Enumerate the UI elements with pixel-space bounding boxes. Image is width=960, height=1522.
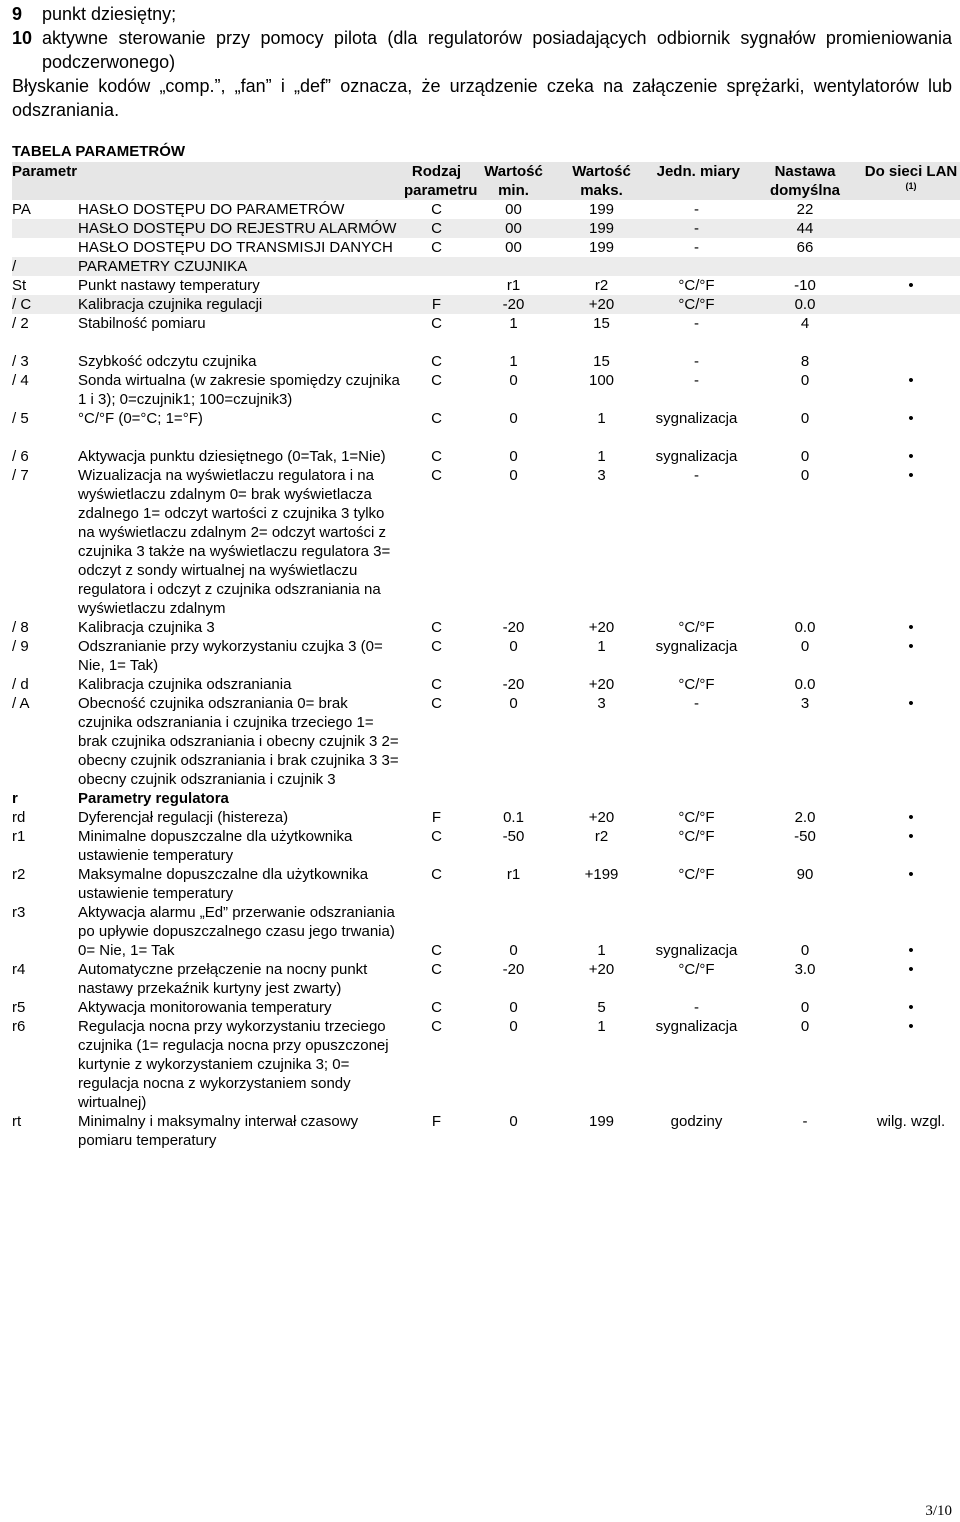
param-description: Szybkość odczytu czujnika <box>78 353 257 370</box>
table-row <box>12 447 960 466</box>
param-code: / d <box>12 676 29 693</box>
param-max <box>558 257 645 276</box>
param-lan: • <box>908 961 914 978</box>
param-default: 66 <box>796 239 814 256</box>
param-max: 199 <box>588 239 615 256</box>
param-min: 0 <box>509 448 518 465</box>
header-lan-footnote: (1) <box>905 181 917 191</box>
param-min: 1 <box>509 353 518 370</box>
param-default: 0 <box>800 999 810 1016</box>
param-description: °C/°F (0=°C; 1=°F) <box>78 410 203 427</box>
param-description: Stabilność pomiaru <box>78 315 206 332</box>
param-default <box>748 257 862 276</box>
param-max: 1 <box>597 448 606 465</box>
param-min: 00 <box>505 220 522 237</box>
param-unit: - <box>694 201 699 218</box>
param-type: C <box>431 201 442 218</box>
param-default <box>748 789 862 808</box>
param-unit: °C/°F <box>678 676 715 693</box>
header-description <box>78 162 404 200</box>
param-unit: - <box>694 372 699 389</box>
param-description: Kalibracja czujnika regulacji <box>78 296 263 313</box>
param-unit: °C/°F <box>678 277 715 294</box>
header-unit: Jedn. miary <box>656 163 740 180</box>
param-code: / A <box>12 695 30 712</box>
param-unit: - <box>694 315 699 332</box>
param-default: 90 <box>796 866 814 883</box>
param-min: 0 <box>509 1018 518 1035</box>
param-unit: sygnalizacja <box>655 942 738 959</box>
param-default: 0 <box>800 372 810 389</box>
param-lan: • <box>908 809 914 826</box>
param-lan <box>862 675 960 694</box>
param-code: / 6 <box>12 448 29 465</box>
item-number: 10 <box>12 28 33 48</box>
param-min: 1 <box>509 315 518 332</box>
table-row <box>12 789 960 808</box>
table-row <box>12 352 960 371</box>
param-code: rd <box>12 809 26 826</box>
param-lan: • <box>908 277 914 294</box>
param-default: -50 <box>794 828 816 845</box>
param-code: / 9 <box>12 638 29 655</box>
param-type: C <box>431 410 442 427</box>
param-unit: °C/°F <box>678 828 715 845</box>
table-row <box>12 998 960 1017</box>
param-lan <box>862 238 960 257</box>
param-default: 0 <box>800 942 810 959</box>
param-code: / 3 <box>12 353 29 370</box>
param-unit: °C/°F <box>678 866 715 883</box>
param-description: 0= Nie, 1= Tak <box>78 942 175 959</box>
param-lan: • <box>908 999 914 1016</box>
param-max: 1 <box>597 942 606 959</box>
table-row <box>12 827 960 865</box>
param-code: r1 <box>12 828 26 845</box>
param-default: 0 <box>800 467 810 484</box>
param-unit: sygnalizacja <box>655 1018 738 1035</box>
param-code: / 2 <box>12 315 29 332</box>
table-row <box>12 276 960 295</box>
param-lan: • <box>908 372 914 389</box>
param-lan: • <box>908 467 914 484</box>
param-code: / 7 <box>12 467 29 484</box>
param-code: rt <box>12 1113 22 1130</box>
param-unit: sygnalizacja <box>655 638 738 655</box>
param-type: C <box>431 999 442 1016</box>
param-code: / 8 <box>12 619 29 636</box>
table-row <box>12 637 960 675</box>
table-row <box>12 219 960 238</box>
table-row <box>12 295 960 314</box>
param-code: r2 <box>12 866 26 883</box>
param-lan <box>862 314 960 333</box>
param-min: 0 <box>509 1113 518 1130</box>
param-unit: - <box>694 220 699 237</box>
param-code: St <box>12 277 27 294</box>
param-type: C <box>431 467 442 484</box>
param-unit: - <box>694 239 699 256</box>
item-text: punkt dziesiętny; <box>42 4 177 24</box>
param-max <box>558 903 645 941</box>
param-code: / 4 <box>12 372 29 389</box>
header-max: Wartość maks. <box>572 163 631 199</box>
header-min: Wartość min. <box>484 163 543 199</box>
param-lan: • <box>908 410 914 427</box>
param-type <box>404 257 469 276</box>
param-default: 0 <box>800 410 810 427</box>
param-default: 0 <box>800 1018 810 1035</box>
param-min: 0 <box>509 942 518 959</box>
param-unit: - <box>694 695 699 712</box>
param-code: / C <box>12 296 32 313</box>
param-description: Minimalne dopuszczalne dla użytkownika ustawienie temperatury <box>78 828 353 864</box>
param-code: / 5 <box>12 410 29 427</box>
table-row <box>12 903 960 941</box>
param-type: F <box>431 809 442 826</box>
param-default: 4 <box>800 315 810 332</box>
param-unit: - <box>694 467 699 484</box>
intro-text <box>12 2 952 122</box>
param-min: 0 <box>509 638 518 655</box>
item-text: aktywne sterowanie przy pomocy pilota (dla regulatorów posiadających odbiornik sygnałów promieniowania podczerwonego) <box>42 28 952 72</box>
param-lan: • <box>908 448 914 465</box>
param-type: C <box>431 695 442 712</box>
param-code: r3 <box>12 904 26 921</box>
param-code <box>12 219 78 238</box>
param-default: 44 <box>796 220 814 237</box>
param-description: Kalibracja czujnika 3 <box>78 619 215 636</box>
param-description: Obecność czujnika odszraniania 0= brak czujnika odszraniania i czujnika trzeciego 1= brak czujnika odszraniania i obecny czujnik 3 2= obecny czujnik odszraniania i brak czujnika 3 3= obecny czujnik odszraniania i czujnik 3 <box>78 695 399 788</box>
param-type: C <box>431 866 442 883</box>
table-row <box>12 1112 960 1150</box>
intro-item-9 <box>12 2 952 26</box>
param-max: +199 <box>584 866 619 883</box>
param-lan: • <box>908 695 914 712</box>
param-default: 0 <box>800 638 810 655</box>
param-unit <box>645 789 748 808</box>
param-min: 00 <box>505 201 522 218</box>
param-default: 0.0 <box>794 296 816 313</box>
param-description: Minimalny i maksymalny interwał czasowy pomiaru temperatury <box>78 1113 359 1149</box>
param-code: r <box>12 790 18 807</box>
param-min <box>469 789 558 808</box>
table-row <box>12 960 960 998</box>
param-description: HASŁO DOSTĘPU DO PARAMETRÓW <box>78 201 345 218</box>
table-row <box>12 314 960 333</box>
param-min: -20 <box>502 961 525 978</box>
param-min <box>469 903 558 941</box>
param-min: -20 <box>502 296 525 313</box>
param-type: C <box>431 448 442 465</box>
param-default: 3 <box>800 695 810 712</box>
param-unit: °C/°F <box>678 961 715 978</box>
param-code: / <box>12 258 17 275</box>
param-code <box>12 941 78 960</box>
param-description: Automatyczne przełączenie na nocny punkt nastawy przekaźnik kurtyny jest zwarty) <box>78 961 368 997</box>
param-type: C <box>431 619 442 636</box>
header-type: Rodzaj parametru <box>404 163 478 199</box>
param-description: Odszranianie przy wykorzystaniu czujka 3 (0= Nie, 1= Tak) <box>78 638 383 674</box>
param-max: 3 <box>597 467 606 484</box>
param-min <box>469 257 558 276</box>
param-max: +20 <box>588 809 615 826</box>
param-max: 15 <box>593 353 610 370</box>
param-max: r2 <box>594 828 609 845</box>
table-header <box>12 162 960 200</box>
header-default: Nastawa domyślna <box>769 163 841 199</box>
table-row <box>12 371 960 409</box>
param-min: -20 <box>502 676 525 693</box>
param-type: C <box>431 239 442 256</box>
table-row <box>12 466 960 618</box>
param-description: Sonda wirtualna (w zakresie spomiędzy czujnika 1 i 3); 0=czujnik1; 100=czujnik3) <box>78 372 400 408</box>
table-row <box>12 1017 960 1112</box>
param-max: 1 <box>597 410 606 427</box>
param-min: -50 <box>502 828 525 845</box>
param-type: C <box>431 676 442 693</box>
param-lan: • <box>908 619 914 636</box>
param-max: +20 <box>588 961 615 978</box>
param-default: 0.0 <box>794 619 816 636</box>
param-min: 0 <box>509 372 518 389</box>
param-type: F <box>431 1113 442 1130</box>
param-description: Regulacja nocna przy wykorzystaniu trzeciego czujnika (1= regulacja nocna przy opuszczonej kurtynie z wykorzystaniem czujnika 3; 0= regulacja nocna z wykorzystaniem sondy wirtualnej) <box>78 1018 389 1111</box>
param-max: 199 <box>588 1113 615 1130</box>
param-description: Aktywacja alarmu „Ed” przerwanie odszraniania po upływie dopuszczalnego czasu jego trwania) <box>78 904 395 940</box>
table-row <box>12 238 960 257</box>
table-row <box>12 257 960 276</box>
row-spacer <box>12 428 960 447</box>
param-lan: wilg. wzgl. <box>876 1113 946 1130</box>
param-description: HASŁO DOSTĘPU DO REJESTRU ALARMÓW <box>78 220 397 237</box>
param-unit <box>645 257 748 276</box>
table-row <box>12 618 960 637</box>
param-description: Dyferencjał regulacji (histereza) <box>78 809 289 826</box>
param-lan <box>862 789 960 808</box>
param-lan: • <box>908 1018 914 1035</box>
param-default: 8 <box>800 353 810 370</box>
header-param: Parametr <box>12 163 78 180</box>
param-min: r1 <box>506 277 521 294</box>
param-lan: • <box>908 638 914 655</box>
param-type: C <box>431 638 442 655</box>
param-unit: godziny <box>670 1113 723 1130</box>
param-lan: • <box>908 828 914 845</box>
param-type: C <box>431 372 442 389</box>
param-min: 0.1 <box>503 809 524 826</box>
param-default: 22 <box>796 201 814 218</box>
table-row <box>12 409 960 428</box>
header-lan-label: Do sieci LAN <box>864 163 958 180</box>
param-lan: • <box>908 942 914 959</box>
param-type <box>404 789 469 808</box>
param-max: 100 <box>588 372 615 389</box>
param-default: 0 <box>800 448 810 465</box>
param-min: 00 <box>505 239 522 256</box>
param-code: r6 <box>12 1018 26 1035</box>
param-max: 3 <box>597 695 606 712</box>
param-unit: - <box>694 353 699 370</box>
param-min: 0 <box>509 695 518 712</box>
param-type: C <box>431 315 442 332</box>
param-min: -20 <box>502 619 525 636</box>
page-number: 3/10 <box>925 1503 952 1519</box>
param-unit: °C/°F <box>678 809 715 826</box>
param-default: 0.0 <box>794 676 816 693</box>
table-row <box>12 808 960 827</box>
param-max: +20 <box>588 619 615 636</box>
param-unit: sygnalizacja <box>655 448 738 465</box>
param-type <box>404 276 469 295</box>
param-code <box>12 238 78 257</box>
param-default: - <box>802 1113 808 1130</box>
param-type: C <box>431 828 442 845</box>
param-description: Punkt nastawy temperatury <box>78 277 260 294</box>
param-unit: °C/°F <box>678 619 715 636</box>
param-type: C <box>431 353 442 370</box>
table-row <box>12 694 960 789</box>
param-unit <box>645 903 748 941</box>
param-description: PARAMETRY CZUJNIKA <box>78 258 248 275</box>
table-row <box>12 200 960 219</box>
param-min: 0 <box>509 999 518 1016</box>
param-description: Maksymalne dopuszczalne dla użytkownika ustawienie temperatury <box>78 866 369 902</box>
param-lan <box>862 903 960 941</box>
table-row <box>12 941 960 960</box>
param-unit: sygnalizacja <box>655 410 738 427</box>
blink-note: Błyskanie kodów „comp.”, „fan” i „def” oznacza, że urządzenie czeka na załączenie sprężarki, wentylatorów lub odszraniania. <box>12 76 952 120</box>
param-code: r5 <box>12 999 26 1016</box>
param-lan <box>862 257 960 276</box>
param-lan <box>862 352 960 371</box>
table-body <box>12 200 960 1150</box>
param-max: 5 <box>597 999 606 1016</box>
param-min: 0 <box>509 410 518 427</box>
param-default: 3.0 <box>794 961 816 978</box>
param-max: 15 <box>593 315 610 332</box>
param-description: HASŁO DOSTĘPU DO TRANSMISJI DANYCH <box>78 239 393 256</box>
param-code: r4 <box>12 961 26 978</box>
param-max: 199 <box>588 220 615 237</box>
param-max: 199 <box>588 201 615 218</box>
param-description: Aktywacja monitorowania temperatury <box>78 999 332 1016</box>
table-row <box>12 865 960 903</box>
param-lan <box>862 219 960 238</box>
param-max: r2 <box>594 277 609 294</box>
param-lan <box>862 295 960 314</box>
param-type: C <box>431 220 442 237</box>
param-default <box>748 903 862 941</box>
param-code: PA <box>12 201 31 218</box>
param-type <box>404 903 469 941</box>
param-min: r1 <box>506 866 521 883</box>
param-default: 2.0 <box>794 809 816 826</box>
parameter-table <box>12 162 960 1150</box>
param-description: Aktywacja punktu dziesiętnego (0=Tak, 1=Nie) <box>78 448 386 465</box>
table-row <box>12 675 960 694</box>
param-type: C <box>431 1018 442 1035</box>
param-min: 0 <box>509 467 518 484</box>
param-unit: °C/°F <box>678 296 715 313</box>
param-type: C <box>431 942 442 959</box>
item-number: 9 <box>12 4 23 24</box>
param-description: Kalibracja czujnika odszraniania <box>78 676 292 693</box>
intro-item-10 <box>12 26 952 74</box>
param-description: Parametry regulatora <box>78 790 229 807</box>
header-lan <box>862 162 960 200</box>
param-max: 1 <box>597 638 606 655</box>
param-max: +20 <box>588 296 615 313</box>
param-type: F <box>431 296 442 313</box>
param-max: 1 <box>597 1018 606 1035</box>
param-max: +20 <box>588 676 615 693</box>
param-unit: - <box>694 999 699 1016</box>
param-max <box>558 789 645 808</box>
param-lan <box>862 200 960 219</box>
param-lan: • <box>908 866 914 883</box>
param-default: -10 <box>794 277 816 294</box>
row-spacer <box>12 333 960 352</box>
param-type: C <box>431 961 442 978</box>
param-description: Wizualizacja na wyświetlaczu regulatora i na wyświetlaczu zdalnym 0= brak wyświetlacza zdalnego 1= odczyt wartości z czujnika 3 tylko na wyświetlaczu zdalnym 2= odczyt wartości z czujnika 3 także na wyświetlaczu regulatora 3= odczyt z sondy wirtualnej na wyświetlaczu regulatora i odczyt z czujnika odszraniania na wyświetlaczu zdalnym <box>78 467 391 617</box>
table-title: TABELA PARAMETRÓW <box>12 143 186 160</box>
